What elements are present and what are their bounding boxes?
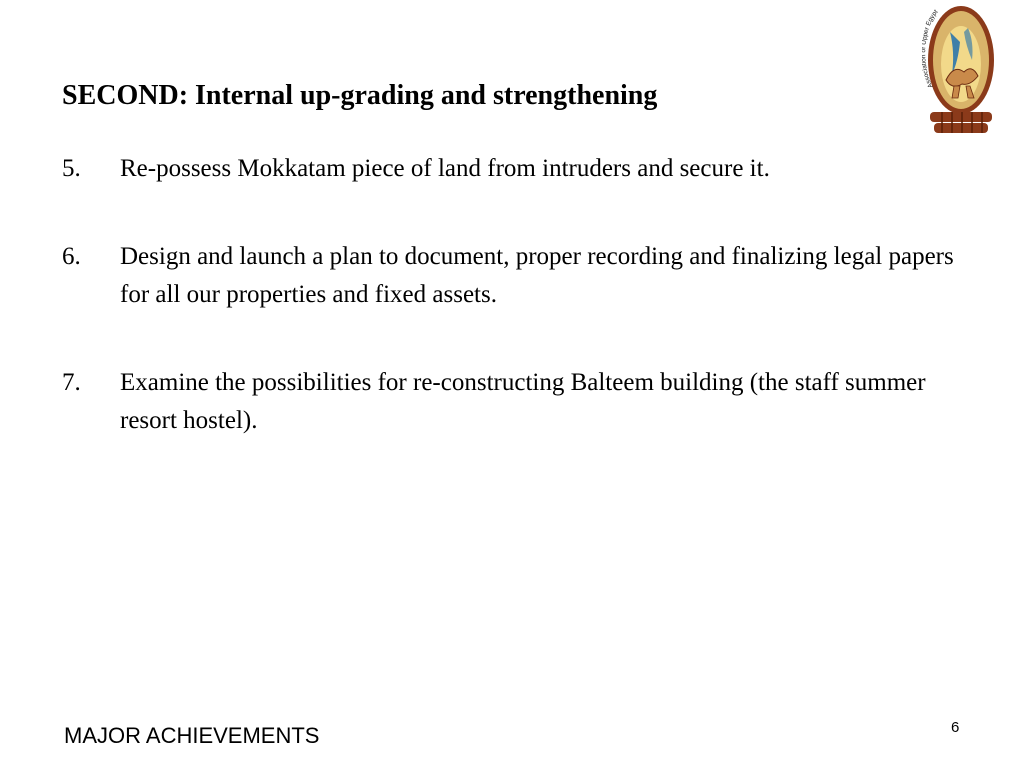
association-emblem-icon	[922, 2, 1000, 140]
page-number: 6	[951, 719, 960, 736]
item-text: Re-possess Mokkatam piece of land from intruders and secure it.	[120, 155, 770, 182]
slide-title: SECOND: Internal up-grading and strengthening	[62, 80, 658, 111]
footer-label: MAJOR ACHIEVEMENTS	[64, 723, 320, 748]
item-number: 7.	[62, 369, 81, 396]
item-number: 5.	[62, 155, 81, 182]
list-item	[62, 238, 972, 314]
list-item	[62, 150, 972, 188]
item-text: Examine the possibilities for re-constructing Balteem building (the staff summer resort hostel).	[120, 369, 926, 434]
item-number: 6.	[62, 243, 81, 270]
item-text: Design and launch a plan to document, proper recording and finalizing legal papers for all our properties and fixed assets.	[120, 243, 954, 308]
list-item	[62, 364, 972, 440]
emblem-ring-text: Associ per Egypt	[922, 8, 940, 89]
item-list	[62, 150, 972, 490]
